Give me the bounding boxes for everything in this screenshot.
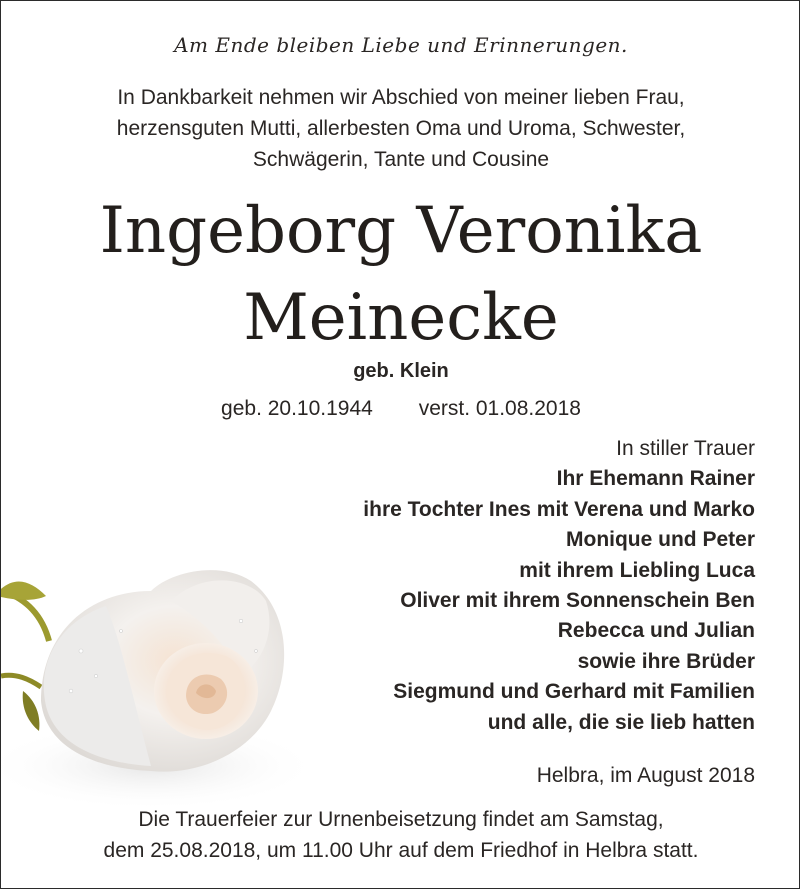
life-dates — [1, 397, 800, 421]
mourner-line: Ihr Ehemann Rainer — [556, 467, 755, 491]
funeral-line: Die Trauerfeier zur Urnenbeisetzung findet am Samstag, — [138, 808, 664, 831]
birth-date: geb. 20.10.1944 — [221, 397, 373, 420]
mourner-line: Rebecca und Julian — [557, 619, 755, 643]
funeral-info — [1, 804, 800, 866]
death-date: verst. 01.08.2018 — [418, 397, 581, 420]
mourner-line: mit ihrem Liebling Luca — [519, 558, 755, 582]
mourner-line: und alle, die sie lieb hatten — [487, 710, 755, 734]
intro-text — [1, 82, 800, 175]
place-date: Helbra, im August 2018 — [536, 764, 755, 787]
mourner-line: Oliver mit ihrem Sonnenschein Ben — [400, 589, 755, 613]
intro-line: herzensguten Mutti, allerbesten Oma und Uroma, Schwester, — [116, 117, 686, 140]
mourner-line: Siegmund und Gerhard mit Familien — [393, 680, 755, 704]
deceased-name-last: Meinecke — [243, 281, 559, 355]
funeral-line: dem 25.08.2018, um 11.00 Uhr auf dem Friedhof in Helbra statt. — [103, 839, 699, 862]
deceased-name-first: Ingeborg Veronika — [99, 194, 703, 268]
mourner-line: Monique und Peter — [566, 528, 755, 552]
quote: Am Ende bleiben Liebe und Erinnerungen. — [174, 33, 628, 57]
mourning-lead: In stiller Trauer — [616, 437, 755, 460]
mourner-line: sowie ihre Brüder — [577, 649, 755, 673]
intro-line: Schwägerin, Tante und Cousine — [252, 148, 550, 171]
intro-line: In Dankbarkeit nehmen wir Abschied von meiner lieben Frau, — [117, 86, 685, 109]
mourners-list — [195, 434, 755, 738]
maiden-name: geb. Klein — [353, 360, 449, 382]
mourner-line: ihre Tochter Ines mit Verena und Marko — [363, 497, 755, 521]
